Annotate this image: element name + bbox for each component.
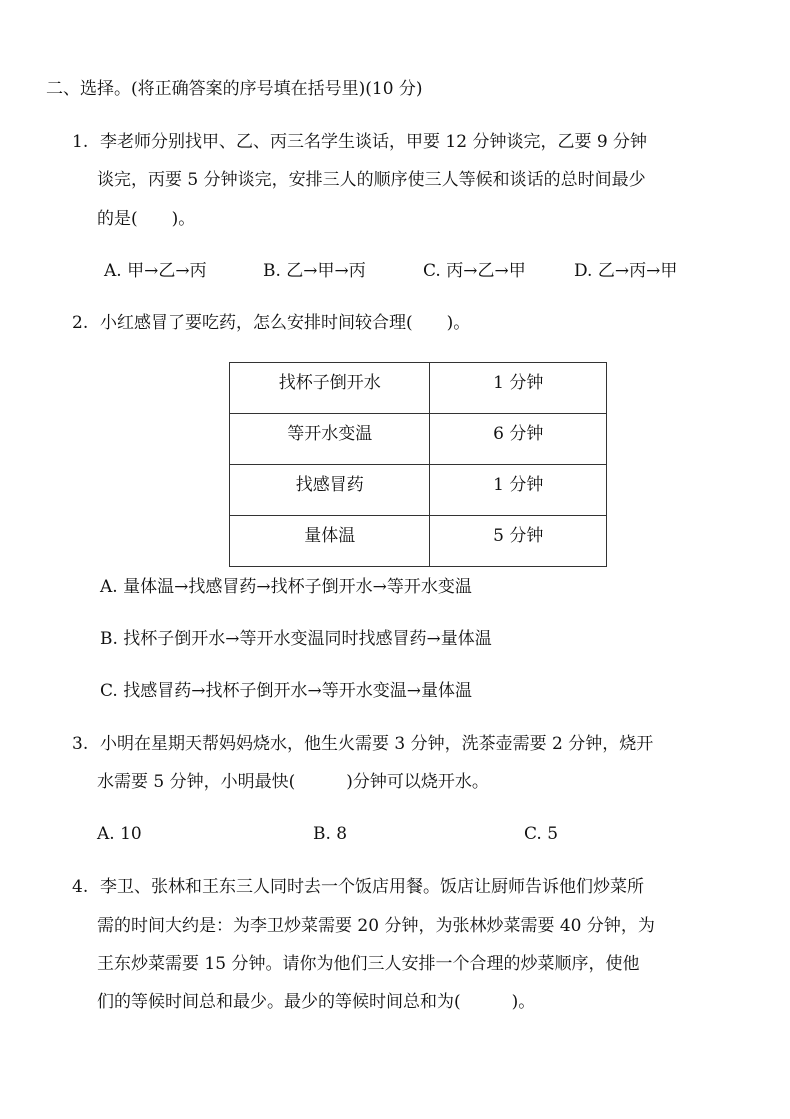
question-4-number: 4. — [72, 877, 89, 897]
time-table — [229, 362, 607, 567]
table-row — [230, 414, 607, 465]
question-1-line-2: 谈完，丙要 5 分钟谈完，安排三人的顺序使三人等候和谈话的总时间最少 — [97, 170, 646, 190]
task-cell: 量体温 — [230, 516, 430, 567]
question-4-line-4: 们的等候时间总和最少。最少的等候时间总和为( )。 — [97, 992, 536, 1012]
task-cell: 等开水变温 — [230, 414, 430, 465]
question-3-number: 3. — [72, 734, 89, 754]
question-3-option-b: B. 8 — [313, 824, 348, 844]
question-3-line-2: 水需要 5 分钟，小明最快( )分钟可以烧开水。 — [97, 772, 489, 792]
question-1-option-c: C. 丙→乙→甲 — [423, 261, 526, 281]
question-2-option-c: C. 找感冒药→找杯子倒开水→等开水变温→量体温 — [100, 681, 472, 701]
question-4-line-3: 王东炒菜需要 15 分钟。请你为他们三人安排一个合理的炒菜顺序，使他 — [97, 954, 640, 974]
question-3-option-c: C. 5 — [524, 824, 559, 844]
question-1-line-3: 的是( )。 — [97, 209, 196, 229]
duration-cell: 1 分钟 — [430, 363, 607, 414]
question-1-option-b: B. 乙→甲→丙 — [263, 261, 366, 281]
section-title: 二、选择。(将正确答案的序号填在括号里)(10 分) — [46, 79, 423, 99]
task-cell: 找感冒药 — [230, 465, 430, 516]
task-cell: 找杯子倒开水 — [230, 363, 430, 414]
question-2-option-b: B. 找杯子倒开水→等开水变温同时找感冒药→量体温 — [100, 629, 492, 649]
question-1-option-a: A. 甲→乙→丙 — [104, 261, 207, 281]
question-4-line-1: 李卫、张林和王东三人同时去一个饭店用餐。饭店让厨师告诉他们炒菜所 — [100, 877, 644, 897]
question-3-option-a: A. 10 — [97, 824, 142, 844]
question-1-option-d: D. 乙→丙→甲 — [574, 261, 678, 281]
question-2-number: 2. — [72, 313, 89, 333]
question-1-number: 1. — [72, 132, 89, 152]
table-row — [230, 465, 607, 516]
question-2-option-a: A. 量体温→找感冒药→找杯子倒开水→等开水变温 — [100, 577, 472, 597]
duration-cell: 5 分钟 — [430, 516, 607, 567]
question-2-line-1: 小红感冒了要吃药，怎么安排时间较合理( )。 — [100, 313, 471, 333]
question-4-line-2: 需的时间大约是：为李卫炒菜需要 20 分钟，为张林炒菜需要 40 分钟，为 — [97, 916, 655, 936]
table-row — [230, 363, 607, 414]
duration-cell: 6 分钟 — [430, 414, 607, 465]
question-3-line-1: 小明在星期天帮妈妈烧水，他生火需要 3 分钟，洗茶壶需要 2 分钟，烧开 — [100, 734, 654, 754]
duration-cell: 1 分钟 — [430, 465, 607, 516]
table-row — [230, 516, 607, 567]
question-1-line-1: 李老师分别找甲、乙、丙三名学生谈话，甲要 12 分钟谈完，乙要 9 分钟 — [100, 132, 648, 152]
